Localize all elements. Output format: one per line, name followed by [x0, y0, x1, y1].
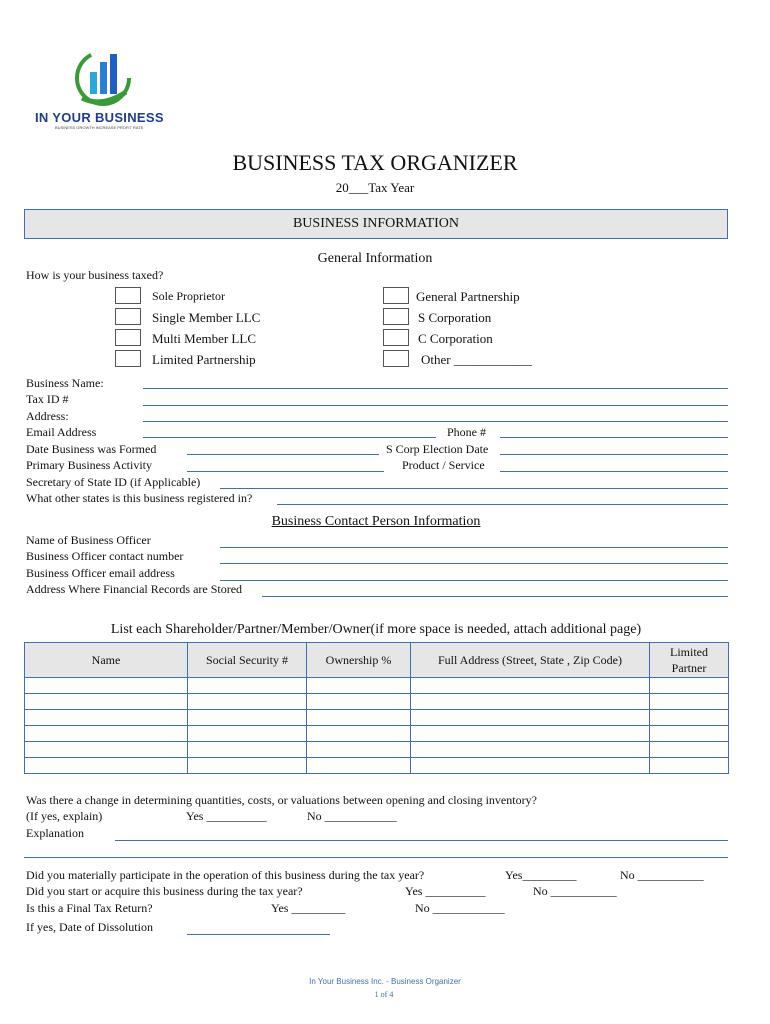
table-row [25, 710, 729, 726]
primary-activity-field[interactable] [187, 471, 384, 472]
explanation-field[interactable] [115, 840, 728, 841]
owners-title: List each Shareholder/Partner/Member/Owner(if more space is needed, attach additional page) [110, 622, 642, 637]
table-cell[interactable] [188, 678, 307, 694]
records-address-label: Address Where Financial Records are Stored [26, 582, 243, 596]
table-cell[interactable] [307, 758, 411, 774]
date-formed-field[interactable] [187, 454, 379, 455]
option-label: S Corporation [418, 310, 492, 325]
checkbox-c-corporation[interactable] [383, 329, 409, 346]
checkbox-s-corporation[interactable] [383, 308, 409, 325]
footer-title: In Your Business Inc. - Business Organizer [309, 977, 461, 986]
secretary-state-field[interactable] [220, 488, 728, 489]
logo-brand-text: IN YOUR BUSINESS [35, 110, 164, 125]
s-corp-date-field[interactable] [500, 454, 728, 455]
secretary-state-label: Secretary of State ID (if Applicable) [26, 475, 201, 489]
table-cell[interactable] [188, 742, 307, 758]
tax-id-label: Tax ID # [26, 392, 69, 406]
table-cell[interactable] [188, 758, 307, 774]
logo-mark-icon [30, 40, 190, 110]
page-number: 1 of 4 [374, 990, 394, 999]
tax-year: 20___Tax Year [335, 180, 415, 195]
table-cell[interactable] [25, 678, 188, 694]
table-cell[interactable] [188, 694, 307, 710]
table-cell[interactable] [25, 742, 188, 758]
table-cell[interactable] [25, 726, 188, 742]
date-formed-label: Date Business was Formed [26, 442, 157, 456]
checkbox-other[interactable] [383, 350, 409, 367]
table-cell[interactable] [650, 710, 729, 726]
records-address-field[interactable] [262, 596, 728, 597]
logo-tagline: BUSINESS GROWTH INCREASE PROFIT RATE [55, 125, 144, 130]
section-title: BUSINESS INFORMATION [292, 216, 460, 231]
officer-name-field[interactable] [220, 547, 728, 548]
inventory-question: Was there a change in determining quantities, costs, or valuations between opening and closing inventory? [26, 793, 537, 807]
table-cell[interactable] [650, 694, 729, 710]
product-service-label: Product / Service [402, 458, 485, 472]
option-label: Limited Partnership [152, 352, 256, 367]
checkbox-sole-proprietor[interactable] [115, 287, 141, 304]
s-corp-date-label: S Corp Election Date [386, 442, 489, 456]
officer-email-field[interactable] [220, 580, 728, 581]
option-label: C Corporation [418, 331, 493, 346]
col-name: Name [25, 643, 188, 678]
owners-table [24, 642, 729, 774]
address-field[interactable] [143, 421, 728, 422]
page-title: BUSINESS TAX ORGANIZER [232, 150, 518, 175]
option-label: Multi Member LLC [152, 331, 256, 346]
primary-activity-label: Primary Business Activity [26, 458, 152, 472]
table-cell[interactable] [411, 710, 650, 726]
participate-yes[interactable]: Yes_________ [505, 868, 577, 882]
address-label: Address: [26, 409, 69, 423]
table-cell[interactable] [411, 726, 650, 742]
email-field[interactable] [143, 437, 436, 438]
table-cell[interactable] [188, 710, 307, 726]
business-name-field[interactable] [143, 388, 728, 389]
inventory-yes[interactable]: Yes __________ [186, 809, 267, 823]
general-info-title: General Information [317, 251, 433, 266]
option-label: General Partnership [416, 289, 520, 304]
table-cell[interactable] [650, 758, 729, 774]
start-acquire-question: Did you start or acquire this business during the tax year? [26, 884, 303, 898]
checkbox-general-partnership[interactable] [383, 287, 409, 304]
checkbox-limited-partnership[interactable] [115, 350, 141, 367]
product-service-field[interactable] [500, 471, 728, 472]
table-row [25, 726, 729, 742]
officer-email-label: Business Officer email address [26, 566, 175, 580]
explanation-label: Explanation [26, 826, 84, 840]
other-states-field[interactable] [277, 504, 728, 505]
table-cell[interactable] [25, 710, 188, 726]
table-cell[interactable] [411, 678, 650, 694]
start-yes[interactable]: Yes __________ [405, 884, 486, 898]
col-limited-partner: Limited Partner [650, 643, 729, 678]
checkbox-multi-member-llc[interactable] [115, 329, 141, 346]
officer-name-label: Name of Business Officer [26, 533, 151, 547]
final-return-question: Is this a Final Tax Return? [26, 901, 153, 915]
col-ssn: Social Security # [188, 643, 307, 678]
checkbox-single-member-llc[interactable] [115, 308, 141, 325]
tax-id-field[interactable] [143, 405, 728, 406]
phone-label: Phone # [447, 425, 486, 439]
col-ownership: Ownership % [307, 643, 411, 678]
dissolution-label: If yes, Date of Dissolution [26, 920, 153, 934]
inventory-no[interactable]: No ____________ [307, 809, 397, 823]
table-cell[interactable] [25, 758, 188, 774]
contact-section-title: Business Contact Person Information [271, 514, 481, 529]
table-row [25, 678, 729, 694]
final-yes[interactable]: Yes _________ [271, 901, 346, 915]
explanation-field-2[interactable] [24, 857, 728, 858]
logo [30, 40, 190, 135]
table-cell[interactable] [307, 710, 411, 726]
table-row [25, 758, 729, 774]
table-cell[interactable] [25, 694, 188, 710]
table-row [25, 742, 729, 758]
table-cell[interactable] [307, 726, 411, 742]
final-no[interactable]: No ____________ [415, 901, 505, 915]
officer-number-field[interactable] [220, 563, 728, 564]
option-label: Sole Proprietor [152, 289, 225, 303]
table-cell[interactable] [650, 726, 729, 742]
table-cell[interactable] [307, 678, 411, 694]
option-label: Other ____________ [421, 352, 532, 367]
officer-number-label: Business Officer contact number [26, 549, 184, 563]
taxed-question: How is your business taxed? [26, 268, 164, 282]
other-states-label: What other states is this business registered in? [26, 491, 253, 505]
table-cell[interactable] [411, 758, 650, 774]
table-cell[interactable] [411, 694, 650, 710]
start-no[interactable]: No ___________ [533, 884, 617, 898]
table-cell[interactable] [411, 742, 650, 758]
phone-field[interactable] [500, 437, 728, 438]
table-cell[interactable] [307, 694, 411, 710]
option-label: Single Member LLC [152, 310, 261, 325]
dissolution-date-field[interactable] [187, 934, 330, 935]
participate-no[interactable]: No ___________ [620, 868, 704, 882]
table-cell[interactable] [188, 726, 307, 742]
email-label: Email Address [26, 425, 97, 439]
business-name-label: Business Name: [26, 376, 104, 390]
table-cell[interactable] [650, 678, 729, 694]
table-cell[interactable] [650, 742, 729, 758]
table-row [25, 694, 729, 710]
participate-question: Did you materially participate in the operation of this business during the tax year? [26, 868, 425, 882]
section-bar-business-information [24, 209, 728, 239]
if-yes-explain: (If yes, explain) [26, 809, 103, 823]
table-cell[interactable] [307, 742, 411, 758]
col-address: Full Address (Street, State , Zip Code) [411, 643, 650, 678]
